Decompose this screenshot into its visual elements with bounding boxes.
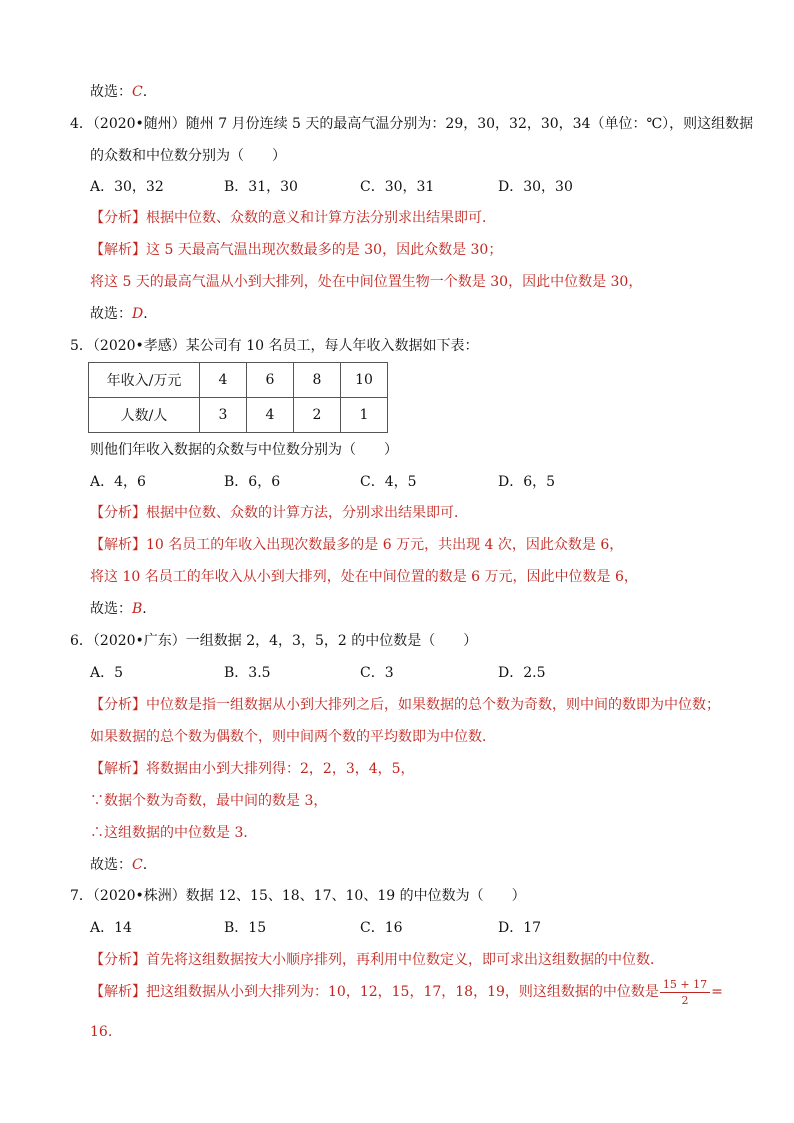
q6-solution-line1: 【解析】将数据由小到大排列得：2，2，3，4，5， xyxy=(90,761,415,777)
q6-option-d: D．2.5 xyxy=(498,665,546,681)
table-cell: 6 xyxy=(247,363,294,398)
q4-stem-line1: 4．（2020•随州）随州 7 月份连续 5 天的最高气温分别为：29，30，32，30，34（单位：℃），则这组数据 xyxy=(70,116,754,132)
q5-solution-line1: 【解析】10 名员工的年收入出现次数最多的是 6 万元，共出现 4 次，因此众数是 6， xyxy=(90,537,624,553)
q4-analysis-tag: 【分析】 xyxy=(90,210,146,226)
q5-question: 则他们年收入数据的众数与中位数分别为（ ） xyxy=(90,442,398,458)
table-cell: 4 xyxy=(200,363,247,398)
table-row xyxy=(89,363,388,398)
q5-options xyxy=(90,472,650,492)
q5-stem: 5．（2020•孝感）某公司有 10 名员工，每人年收入数据如下表： xyxy=(70,338,479,354)
q5-answer-line: 故选：B. xyxy=(90,601,147,617)
q5-solution-tag: 【解析】 xyxy=(90,537,146,553)
q7-solution-line: 【解析】把这组数据从小到大排列为：10，12，15，17，18，19，则这组数据的中位数是 $\frac{15 + 17}{2}$ = xyxy=(90,977,723,1007)
q5-solution-line2: 将这 10 名员工的年收入从小到大排列，处在中间位置的数是 6 万元，因此中位数是 6， xyxy=(90,569,638,585)
prev-answer-letter: C xyxy=(132,84,143,100)
q4-solution-line2: 将这 5 天的最高气温从小到大排列，处在中间位置生物一个数是 30，因此中位数是 30， xyxy=(90,274,643,290)
q7-solution-tag: 【解析】 xyxy=(90,984,146,1000)
prev-answer-line: 故选：C. xyxy=(90,84,148,100)
fraction-denominator: 2 xyxy=(681,993,689,1007)
q5-analysis-tag: 【分析】 xyxy=(90,505,146,521)
q4-option-d: D．30，30 xyxy=(498,179,573,195)
q4-option-c: C．30，31 xyxy=(360,179,435,195)
q4-answer-line: 故选：D. xyxy=(90,306,148,322)
q6-solution-tag: 【解析】 xyxy=(90,761,146,777)
q5-option-d: D．6，5 xyxy=(498,474,556,490)
table-cell: 2 xyxy=(294,398,341,433)
q5-option-a: A．4，6 xyxy=(90,474,146,490)
q6-option-a: A．5 xyxy=(90,665,124,681)
q6-option-b: B．3.5 xyxy=(224,665,271,681)
q4-stem-line2: 的众数和中位数分别为（ ） xyxy=(90,148,286,164)
q5-answer-letter: B xyxy=(132,601,143,617)
q6-answer-line: 故选：C. xyxy=(90,857,148,873)
table-row-label: 年收入/万元 xyxy=(89,363,200,398)
q6-analysis-line2: 如果数据的总个数为偶数个，则中间两个数的平均数即为中位数． xyxy=(90,729,496,745)
q6-solution-line2: ∵数据个数为奇数，最中间的数是 3， xyxy=(90,793,328,809)
q6-solution-line3: ∴这组数据的中位数是 3． xyxy=(90,825,258,841)
q5-income-table xyxy=(88,362,388,433)
q6-stem: 6．（2020•广东）一组数据 2，4，3，5，2 的中位数是（ ） xyxy=(70,633,478,649)
table-row-label: 人数/人 xyxy=(89,398,200,433)
q4-answer-letter: D xyxy=(132,306,144,322)
q5-option-b: B．6，6 xyxy=(224,474,281,490)
q4-option-b: B．31，30 xyxy=(224,179,298,195)
q7-option-a: A．14 xyxy=(90,920,132,936)
q4-options xyxy=(90,177,650,197)
table-cell: 3 xyxy=(200,398,247,433)
median-fraction xyxy=(660,978,710,1007)
q4-solution-tag: 【解析】 xyxy=(90,242,146,258)
table-cell: 8 xyxy=(294,363,341,398)
table-cell: 4 xyxy=(247,398,294,433)
q7-result: 16. xyxy=(90,1024,113,1040)
q7-options xyxy=(90,918,650,938)
q7-analysis: 【分析】首先将这组数据按大小顺序排列，再利用中位数定义，即可求出这组数据的中位数． xyxy=(90,952,664,968)
q6-analysis-tag: 【分析】 xyxy=(90,697,146,713)
q7-option-b: B．15 xyxy=(224,920,267,936)
table-cell: 1 xyxy=(341,398,388,433)
q7-stem: 7．（2020•株洲）数据 12、15、18、17、10、19 的中位数为（ ） xyxy=(70,888,526,904)
table-cell: 10 xyxy=(341,363,388,398)
table-row xyxy=(89,398,388,433)
q6-analysis-line1: 【分析】中位数是指一组数据从小到大排列之后，如果数据的总个数为奇数，则中间的数即为中位数； xyxy=(90,697,720,713)
fraction-numerator: 15 + 17 xyxy=(660,978,710,993)
equals-sign: = xyxy=(711,984,723,1000)
q4-option-a: A．30，32 xyxy=(90,179,164,195)
q6-option-c: C．3 xyxy=(360,665,394,681)
q7-option-d: D．17 xyxy=(498,920,542,936)
q5-option-c: C．4，5 xyxy=(360,474,417,490)
q6-options xyxy=(90,663,650,683)
q7-analysis-tag: 【分析】 xyxy=(90,952,146,968)
q7-option-c: C．16 xyxy=(360,920,403,936)
q4-analysis: 【分析】根据中位数、众数的意义和计算方法分别求出结果即可． xyxy=(90,210,496,226)
q5-analysis: 【分析】根据中位数、众数的计算方法，分别求出结果即可． xyxy=(90,505,468,521)
q4-solution-line1: 【解析】这 5 天最高气温出现次数最多的是 30，因此众数是 30； xyxy=(90,242,503,258)
q6-answer-letter: C xyxy=(132,857,143,873)
